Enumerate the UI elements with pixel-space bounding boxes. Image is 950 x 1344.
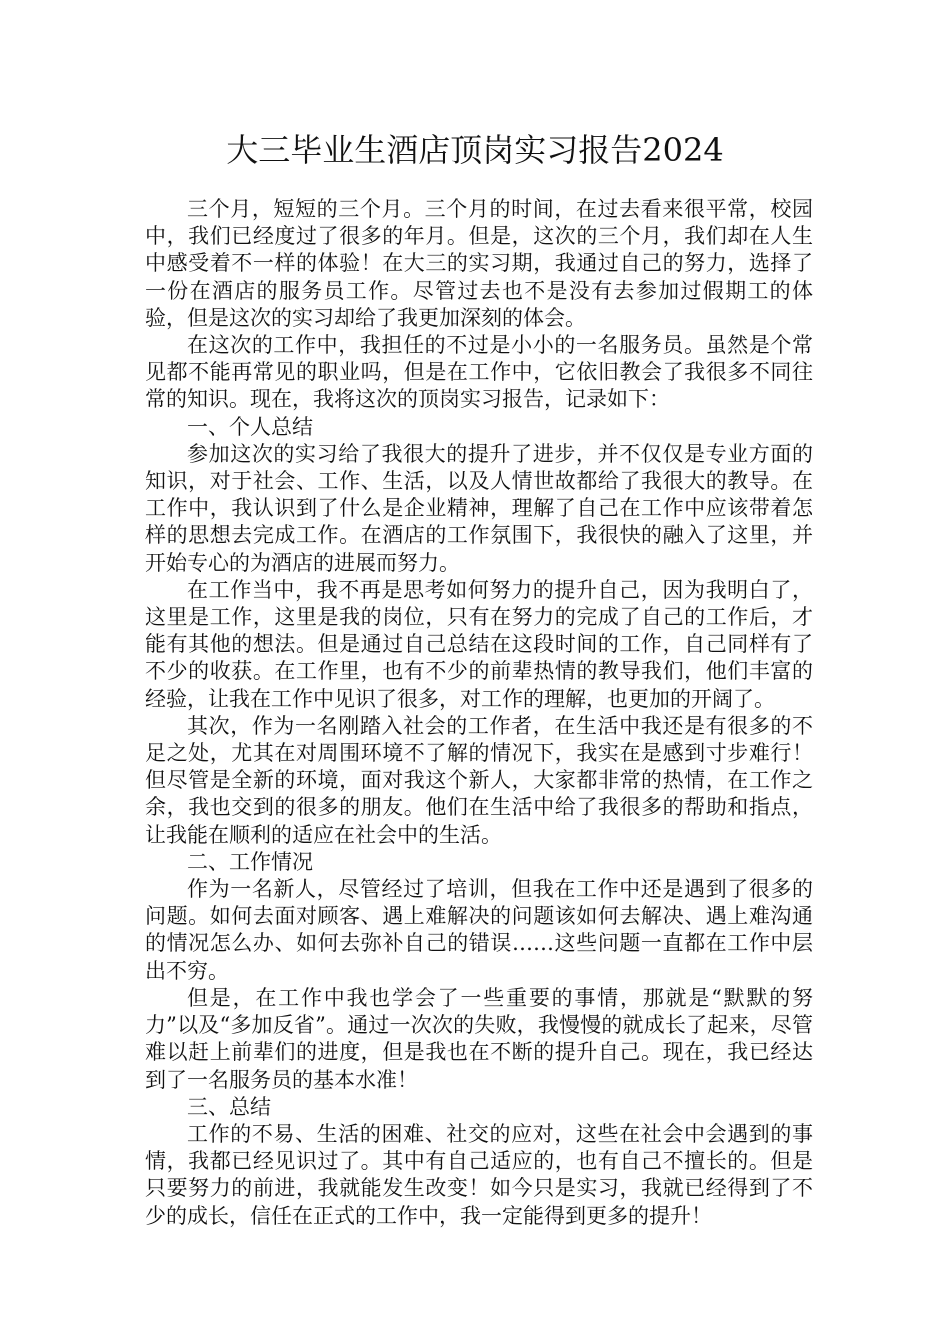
- paragraph: 工作的不易、生活的困难、社交的应对，这些在社会中会遇到的事情，我都已经见识过了。其中有自己适应的，也有自己不擅长的。但是只要努力的前进，我就能发生改变！如今只是实习，我就已经得到了不少的成长，信任在正式的工作中，我一定能得到更多的提升！: [145, 1121, 813, 1228]
- section-heading: 二、工作情况: [187, 849, 313, 874]
- paragraph: 作为一名新人，尽管经过了培训，但我在工作中还是遇到了很多的问题。如何去面对顾客、遇上难解决的问题该如何去解决、遇上难沟通的情况怎么办、如何去弥补自己的错误……这些问题一直都在工作中层出不穷。: [145, 877, 813, 983]
- document-body: [145, 196, 813, 1230]
- paragraph: 但是，在工作中我也学会了一些重要的事情，那就是“默默的努力”以及“多加反省”。通过一次次的失败，我慢慢的就成长了起来，尽管难以赶上前辈们的进度，但是我也在不断的提升自己。现在，我已经达到了一名服务员的基本水准！: [145, 985, 813, 1092]
- paragraph: 参加这次的实习给了我很大的提升了进步，并不仅仅是专业方面的知识，对于社会、工作、生活，以及人情世故都给了我很大的教导。在工作中，我认识到了什么是企业精神，理解了自己在工作中应该带着怎样的思想去完成工作。在酒店的工作氛围下，我很快的融入了这里，并开始专心的为酒店的进展而努力。: [145, 441, 813, 575]
- document-title: 大三毕业生酒店顶岗实习报告2024: [226, 131, 724, 169]
- section-heading: 三、总结: [187, 1094, 271, 1119]
- section-heading: 一、个人总结: [187, 414, 313, 439]
- paragraph: 在工作当中，我不再是思考如何努力的提升自己，因为我明白了，这里是工作，这里是我的岗位，只有在努力的完成了自己的工作后，才能有其他的想法。但是通过自己总结在这段时间的工作，自己同样有了不少的收获。在工作里，也有不少的前辈热情的教导我们，他们丰富的经验，让我在工作中见识了很多，对工作的理解，也更加的开阔了。: [145, 577, 813, 711]
- paragraph: 在这次的工作中，我担任的不过是小小的一名服务员。虽然是个常见都不能再常见的职业吗，但是在工作中，它依旧教会了我很多不同往常的知识。现在，我将这次的顶岗实习报告，记录如下：: [145, 333, 813, 412]
- paragraph: 其次，作为一名刚踏入社会的工作者，在生活中我还是有很多的不足之处，尤其在对周围环境不了解的情况下，我实在是感到寸步难行！但尽管是全新的环境，面对我这个新人，大家都非常的热情，在工作之余，我也交到的很多的朋友。他们在生活中给了我很多的帮助和指点，让我能在顺利的适应在社会中的生活。: [145, 713, 813, 847]
- paragraph: 三个月，短短的三个月。三个月的时间，在过去看来很平常，校园中，我们已经度过了很多的年月。但是，这次的三个月，我们却在人生中感受着不一样的体验！在大三的实习期，我通过自己的努力，选择了一份在酒店的服务员工作。尽管过去也不是没有去参加过假期工的体验，但是这次的实习却给了我更加深刻的体会。: [145, 197, 813, 330]
